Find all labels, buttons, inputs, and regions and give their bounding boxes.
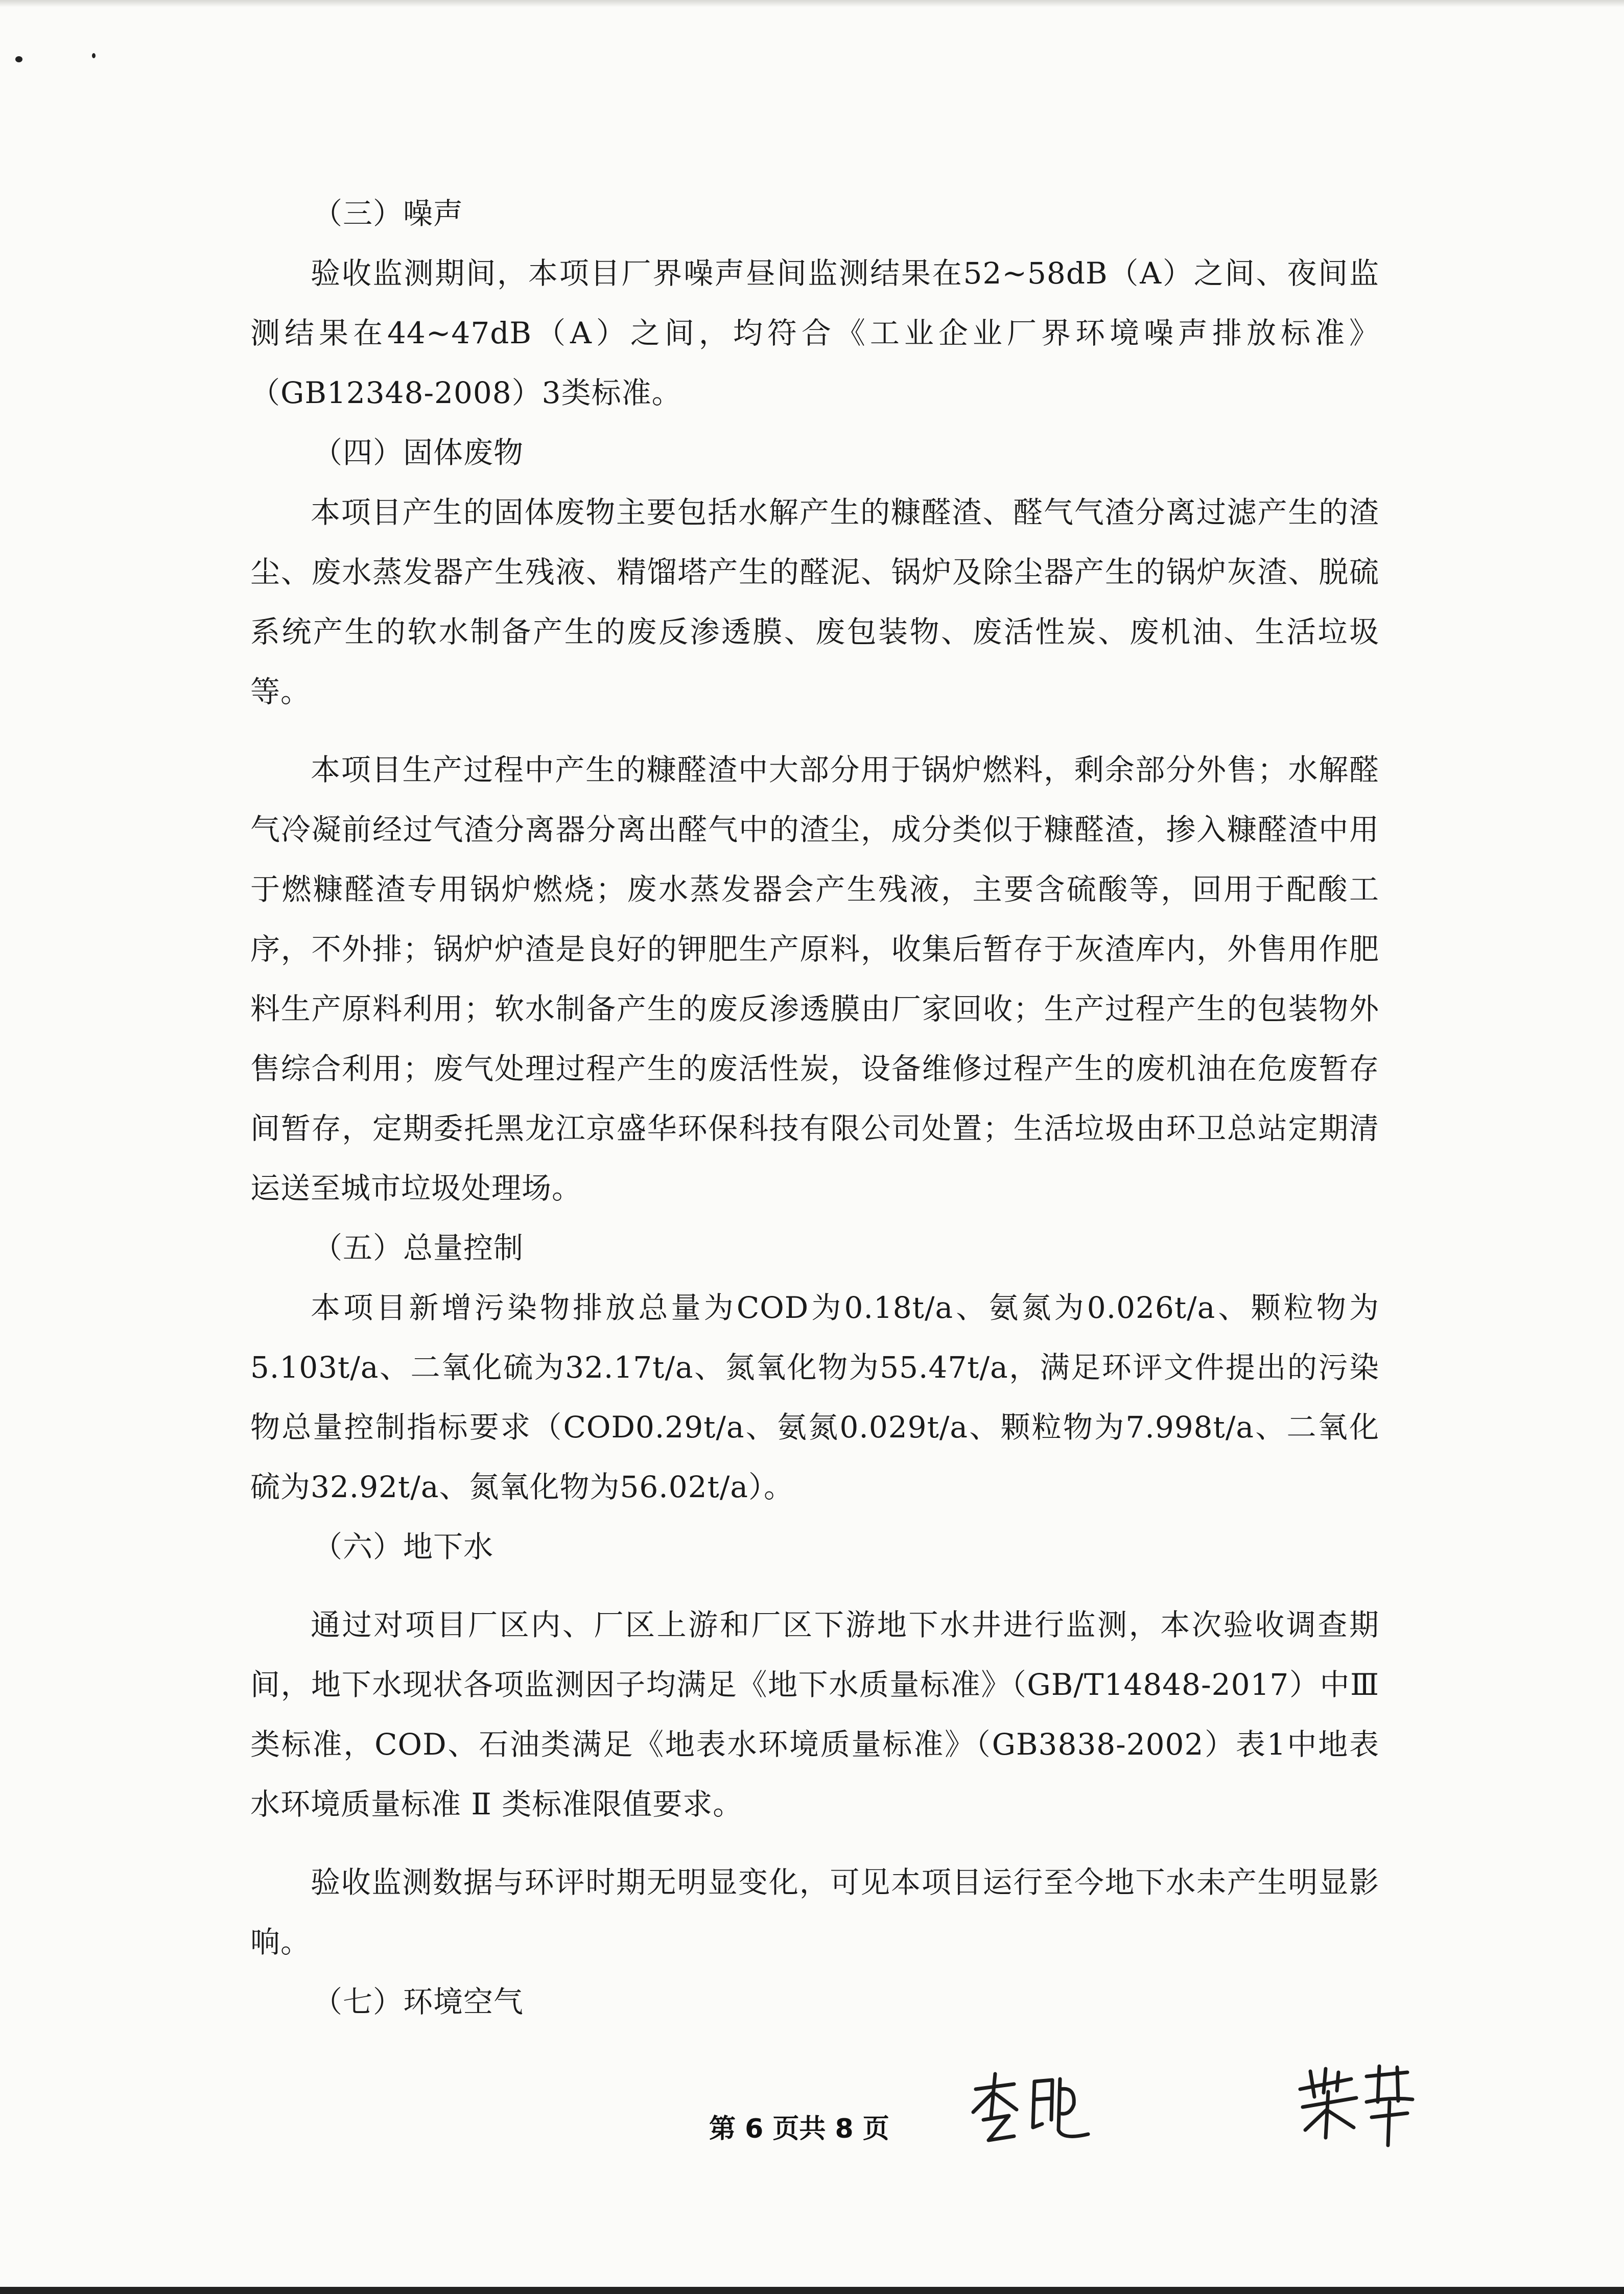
scan-top-edge <box>0 0 1624 7</box>
document-body <box>250 184 1379 2032</box>
groundwater-paragraph-1: 通过对项目厂区内、厂区上游和厂区下游地下水井进行监测，本次验收调查期间，地下水现状各项监测因子均满足《地下水质量标准》（GB/T14848-2017）中Ⅲ类标准，COD、石油类满足《地表水环境质量标准》（GB3838-2002）表1中地表水环境质量标准 Ⅱ 类标准限值要求。 <box>250 1607 1379 1822</box>
section-heading-ambient-air: （七）环境空气 <box>313 1984 524 2019</box>
total-control-paragraph: 本项目新增污染物排放总量为COD为0.18t/a、氨氮为0.026t/a、颗粒物为5.103t/a、二氧化硫为32.17t/a、氮氧化物为55.47t/a，满足环评文件提出的污染物总量控制指标要求（COD0.29t/a、氨氮0.029t/a、颗粒物为7.998t/a、二氧化硫为32.92t/a、氮氧化物为56.02t/a）。 <box>250 1290 1379 1504</box>
section-heading-solid-waste: （四）固体废物 <box>313 435 524 470</box>
section-heading-noise: （三）噪声 <box>313 196 464 231</box>
groundwater-paragraph-2: 验收监测数据与环评时期无明显变化，可见本项目运行至今地下水未产生明显影响。 <box>250 1865 1379 1959</box>
scan-speck <box>15 56 22 62</box>
section-heading-groundwater: （六）地下水 <box>313 1529 494 1564</box>
scan-speck <box>92 53 96 58</box>
signature-1 <box>966 2069 1098 2150</box>
page-number: 第 6 页共 8 页 <box>709 2114 889 2144</box>
section-heading-total-control: （五）总量控制 <box>313 1231 524 1265</box>
signature-2 <box>1290 2061 1423 2153</box>
solid-waste-paragraph-1: 本项目产生的固体废物主要包括水解产生的糠醛渣、醛气气渣分离过滤产生的渣尘、废水蒸发器产生残液、精馏塔产生的醛泥、锅炉及除尘器产生的锅炉灰渣、脱硫系统产生的软水制备产生的废反渗透膜、废包装物、废活性炭、废机油、生活垃圾等。 <box>250 495 1379 709</box>
noise-paragraph: 验收监测期间，本项目厂界噪声昼间监测结果在52~58dB（A）之间、夜间监测结果在44~47dB（A）之间，均符合《工业企业厂界环境噪声排放标准》（GB12348-2008）3类标准。 <box>250 256 1379 410</box>
solid-waste-paragraph-2: 本项目生产过程中产生的糠醛渣中大部分用于锅炉燃料，剩余部分外售；水解醛气冷凝前经过气渣分离器分离出醛气中的渣尘，成分类似于糠醛渣，掺入糠醛渣中用于燃糠醛渣专用锅炉燃烧；废水蒸发器会产生残液，主要含硫酸等，回用于配酸工序，不外排；锅炉炉渣是良好的钾肥生产原料，收集后暂存于灰渣库内，外售用作肥料生产原料利用；软水制备产生的废反渗透膜由厂家回收；生产过程产生的包装物外售综合利用；废气处理过程产生的废活性炭，设备维修过程产生的废机油在危废暂存间暂存，定期委托黑龙江京盛华环保科技有限公司处置；生活垃圾由环卫总站定期清运送至城市垃圾处理场。 <box>250 752 1379 1205</box>
scan-bottom-edge <box>0 2287 1624 2294</box>
